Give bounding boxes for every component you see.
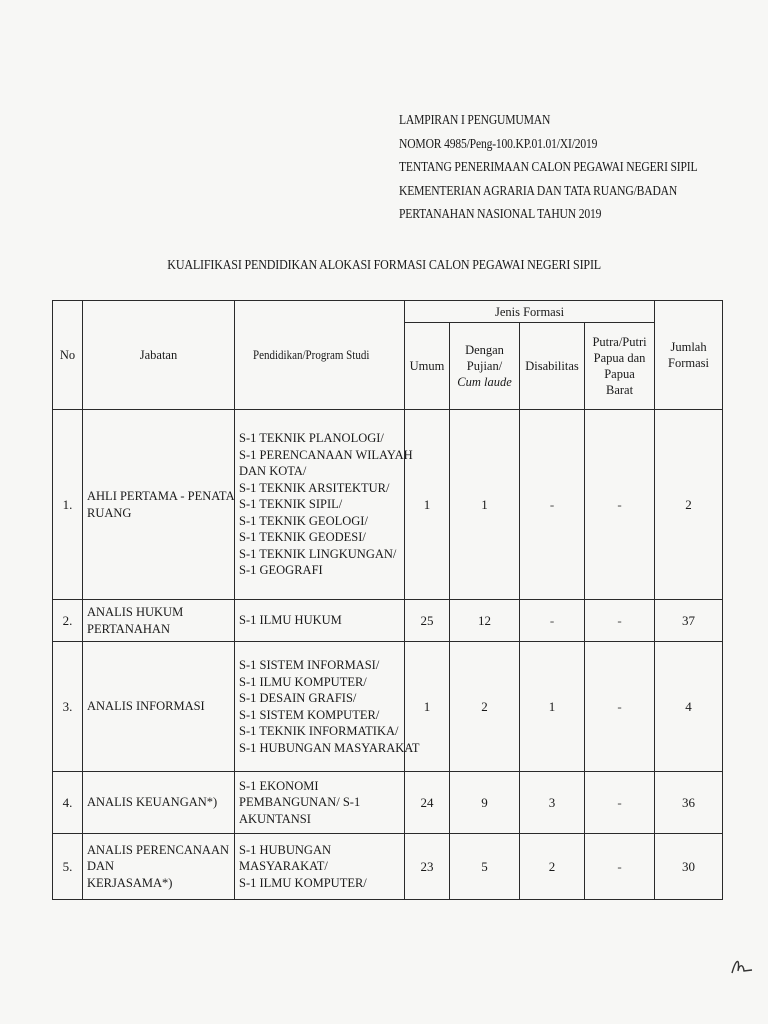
education-line: S-1 DESAIN GRAFIS/ bbox=[239, 691, 357, 705]
papua-count: - bbox=[585, 410, 655, 600]
header-text-line: Barat bbox=[605, 383, 634, 397]
education-line: S-1 TEKNIK LINGKUNGAN/ bbox=[239, 546, 397, 561]
umum-count: 1 bbox=[405, 642, 450, 772]
cum-laude-count: 2 bbox=[450, 642, 520, 772]
col-header-umum: Umum bbox=[405, 323, 450, 410]
education-line: S-1 HUBUNGAN bbox=[239, 842, 332, 857]
education-line: S-1 SISTEM INFORMASI/ bbox=[239, 658, 380, 672]
umum-count: 1 bbox=[405, 410, 450, 600]
attachment-header bbox=[399, 108, 697, 226]
header-line: KEMENTERIAN AGRARIA DAN TATA RUANG/BADAN bbox=[399, 182, 678, 198]
education-cell bbox=[235, 772, 405, 834]
education-line: S-1 ILMU KOMPUTER/ bbox=[239, 875, 367, 890]
table-row bbox=[53, 600, 723, 642]
document-title bbox=[0, 258, 768, 274]
disabilitas-count: 3 bbox=[520, 772, 585, 834]
education-line: S-1 HUBUNGAN MASYARAKAT bbox=[239, 740, 420, 755]
header-text-line: Pujian/ bbox=[466, 359, 503, 373]
document-title-text: KUALIFIKASI PENDIDIKAN ALOKASI FORMASI CALON PEGAWAI NEGERI SIPIL bbox=[167, 258, 601, 273]
col-header-no: No bbox=[53, 301, 83, 410]
papua-count: - bbox=[585, 642, 655, 772]
row-number: 1. bbox=[53, 410, 83, 600]
col-header-putra-putri-papua bbox=[585, 323, 655, 410]
education-line: S-1 TEKNIK GEODESI/ bbox=[239, 530, 366, 545]
job-title-line: PERTANAHAN bbox=[87, 621, 170, 636]
disabilitas-count: 2 bbox=[520, 834, 585, 900]
col-header-pendidikan bbox=[235, 301, 405, 410]
education-line: S-1 SISTEM KOMPUTER/ bbox=[239, 707, 380, 722]
job-title-line: KERJASAMA*) bbox=[87, 875, 173, 890]
header-line: TENTANG PENERIMAAN CALON PEGAWAI NEGERI SIPIL bbox=[399, 159, 698, 174]
education-cell bbox=[235, 834, 405, 900]
job-title-cell bbox=[83, 600, 235, 642]
header-line: PERTANAHAN NASIONAL TAHUN 2019 bbox=[399, 206, 602, 221]
table-header-row bbox=[53, 301, 723, 323]
disabilitas-count: 1 bbox=[520, 642, 585, 772]
col-header-pendidikan-text: Pendidikan/Program Studi bbox=[253, 348, 370, 362]
row-number: 5. bbox=[53, 834, 83, 900]
job-title-line: ANALIS KEUANGAN*) bbox=[87, 795, 218, 810]
job-title-line: AHLI PERTAMA - PENATA bbox=[87, 489, 235, 503]
cum-laude-count: 1 bbox=[450, 410, 520, 600]
disabilitas-count: - bbox=[520, 410, 585, 600]
cum-laude-count: 9 bbox=[450, 772, 520, 834]
education-line: S-1 EKONOMI bbox=[239, 778, 319, 793]
education-line: S-1 TEKNIK INFORMATIKA/ bbox=[239, 724, 399, 738]
header-text-line: Putra/Putri bbox=[592, 335, 647, 349]
education-line: S-1 ILMU HUKUM bbox=[239, 613, 342, 628]
paraf-initial-mark bbox=[730, 955, 756, 982]
paraf-signature-icon bbox=[730, 955, 756, 977]
header-text-line: Cum laude bbox=[457, 375, 512, 389]
col-header-dengan-pujian bbox=[450, 323, 520, 410]
education-line: S-1 TEKNIK ARSITEKTUR/ bbox=[239, 480, 390, 495]
header-line: LAMPIRAN I PENGUMUMAN bbox=[399, 112, 551, 127]
job-title-line: ANALIS HUKUM bbox=[87, 605, 184, 619]
col-header-disabilitas: Disabilitas bbox=[520, 323, 585, 410]
education-cell bbox=[235, 642, 420, 772]
papua-count: - bbox=[585, 834, 655, 900]
total-formasi: 2 bbox=[655, 410, 723, 600]
table-row bbox=[53, 772, 723, 834]
formation-table bbox=[52, 300, 723, 900]
education-line: S-1 TEKNIK SIPIL/ bbox=[239, 497, 343, 512]
education-cell bbox=[235, 600, 405, 642]
cum-laude-count: 5 bbox=[450, 834, 520, 900]
education-line: S-1 TEKNIK PLANOLOGI/ bbox=[239, 431, 384, 446]
job-title-cell bbox=[83, 834, 235, 900]
total-formasi: 30 bbox=[655, 834, 723, 900]
job-title-cell bbox=[83, 772, 235, 834]
table-row bbox=[53, 834, 723, 900]
header-text-line: Dengan bbox=[465, 343, 504, 357]
col-header-jenis-formasi: Jenis Formasi bbox=[405, 301, 655, 323]
header-text-line: Papua dan bbox=[593, 351, 646, 365]
education-line: PEMBANGUNAN/ S-1 bbox=[239, 795, 361, 810]
header-line: NOMOR 4985/Peng-100.KP.01.01/XI/2019 bbox=[399, 135, 598, 151]
education-line: DAN KOTA/ bbox=[239, 464, 307, 479]
total-formasi: 4 bbox=[655, 642, 723, 772]
disabilitas-count: - bbox=[520, 600, 585, 642]
job-title-line: DAN bbox=[87, 859, 115, 874]
total-formasi: 36 bbox=[655, 772, 723, 834]
papua-count: - bbox=[585, 600, 655, 642]
header-text-line: Jumlah bbox=[670, 340, 707, 354]
row-number: 2. bbox=[53, 600, 83, 642]
papua-count: - bbox=[585, 772, 655, 834]
job-title-line: RUANG bbox=[87, 505, 132, 520]
education-cell bbox=[235, 410, 413, 600]
education-line: AKUNTANSI bbox=[239, 811, 311, 826]
row-number: 4. bbox=[53, 772, 83, 834]
umum-count: 25 bbox=[405, 600, 450, 642]
education-line: S-1 TEKNIK GEOLOGI/ bbox=[239, 513, 368, 528]
job-title-cell bbox=[83, 642, 235, 772]
header-text-line: Formasi bbox=[668, 356, 710, 370]
job-title-line: ANALIS PERENCANAAN bbox=[87, 842, 230, 857]
education-line: S-1 ILMU KOMPUTER/ bbox=[239, 674, 367, 689]
umum-count: 24 bbox=[405, 772, 450, 834]
job-title-cell bbox=[83, 410, 235, 600]
education-line: MASYARAKAT/ bbox=[239, 859, 328, 874]
education-line: S-1 PERENCANAAN WILAYAH bbox=[239, 447, 413, 462]
umum-count: 23 bbox=[405, 834, 450, 900]
job-title-line: ANALIS INFORMASI bbox=[87, 699, 205, 714]
row-number: 3. bbox=[53, 642, 83, 772]
col-header-jabatan: Jabatan bbox=[83, 301, 235, 410]
education-line: S-1 GEOGRAFI bbox=[239, 563, 323, 578]
total-formasi: 37 bbox=[655, 600, 723, 642]
table-row bbox=[53, 410, 723, 600]
header-text-line: Papua bbox=[604, 367, 635, 381]
col-header-jumlah bbox=[655, 301, 723, 410]
table-row bbox=[53, 642, 723, 772]
cum-laude-count: 12 bbox=[450, 600, 520, 642]
